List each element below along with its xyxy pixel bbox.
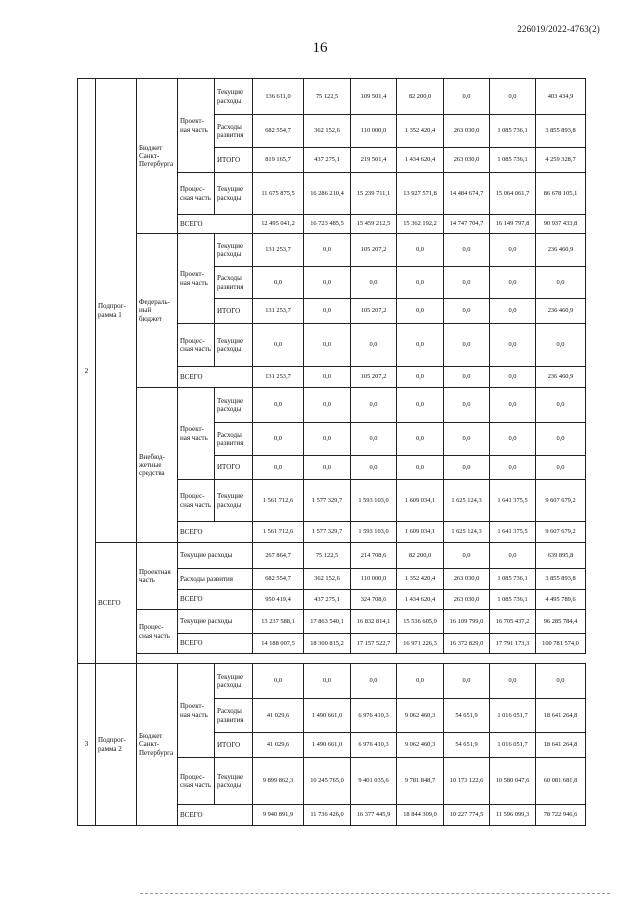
- table-row: [78, 610, 586, 634]
- part-name: Процес-сная часть: [178, 324, 215, 367]
- value-cell-total: 90 937 433,8: [536, 215, 586, 234]
- value-cell: 41 029,6: [253, 733, 304, 758]
- value-cell: 0,0: [304, 324, 351, 367]
- value-cell: 15 362 192,2: [397, 215, 444, 234]
- value-cell: 0,0: [444, 423, 490, 456]
- subprogram-name: Подпрог-рамма 1: [96, 79, 137, 543]
- value-cell: 82 200,0: [397, 543, 444, 569]
- value-cell-total: 4 259 328,7: [536, 148, 586, 173]
- expense-type: Текущие расходы: [215, 388, 253, 423]
- row-number: 3: [78, 664, 96, 826]
- value-cell: 110 000,0: [351, 115, 397, 148]
- value-cell: 0,0: [304, 234, 351, 267]
- value-cell: 16 723 485,5: [304, 215, 351, 234]
- value-cell: 6 976 410,3: [351, 699, 397, 733]
- value-cell: 15 239 711,1: [351, 173, 397, 215]
- value-cell: 10 227 774,5: [444, 805, 490, 826]
- value-cell: 0,0: [397, 299, 444, 324]
- value-cell: 136 611,0: [253, 79, 304, 115]
- value-cell: 1 561 712,6: [253, 480, 304, 522]
- expense-type: ИТОГО: [215, 148, 253, 173]
- expense-type: ИТОГО: [215, 456, 253, 480]
- value-cell: 0,0: [490, 324, 536, 367]
- value-cell: 1 085 736,1: [490, 115, 536, 148]
- value-cell: 437 275,1: [304, 148, 351, 173]
- value-cell: 11 675 875,5: [253, 173, 304, 215]
- value-cell: 14 747 704,7: [444, 215, 490, 234]
- value-cell: 10 245 765,0: [304, 758, 351, 805]
- total-block-label: ВСЕГО: [96, 543, 137, 664]
- value-cell-total: 236 460,9: [536, 299, 586, 324]
- value-cell: 1 577 329,7: [304, 522, 351, 543]
- value-cell: 0,0: [253, 267, 304, 299]
- value-cell: 1 016 051,7: [490, 699, 536, 733]
- value-cell: 0,0: [397, 324, 444, 367]
- value-cell: 15 536 605,9: [397, 610, 444, 634]
- value-cell: 15 064 061,7: [490, 173, 536, 215]
- value-cell: 0,0: [397, 664, 444, 699]
- value-cell: 105 207,2: [351, 367, 397, 388]
- expense-type: Текущие расходы: [215, 664, 253, 699]
- value-cell: 0,0: [397, 267, 444, 299]
- value-cell: 0,0: [490, 388, 536, 423]
- value-cell-total: 18 641 264,8: [536, 699, 586, 733]
- value-cell-total: 60 081 681,8: [536, 758, 586, 805]
- expense-type: Текущие расходы: [215, 480, 253, 522]
- value-cell: 0,0: [304, 664, 351, 699]
- value-cell: 16 286 210,4: [304, 173, 351, 215]
- value-cell: 0,0: [490, 456, 536, 480]
- value-cell: 0,0: [397, 456, 444, 480]
- value-cell-total: 9 607 679,2: [536, 522, 586, 543]
- value-cell: 0,0: [444, 234, 490, 267]
- value-cell: 0,0: [490, 367, 536, 388]
- value-cell: 1 593 103,0: [351, 522, 397, 543]
- value-cell-total: 236 460,9: [536, 367, 586, 388]
- value-cell: 1 641 375,5: [490, 522, 536, 543]
- value-cell: 0,0: [351, 324, 397, 367]
- value-cell: 110 000,0: [351, 569, 397, 590]
- value-cell: 0,0: [490, 234, 536, 267]
- value-cell: 1 434 620,4: [397, 590, 444, 610]
- value-cell: 0,0: [253, 456, 304, 480]
- value-cell: 54 651,9: [444, 699, 490, 733]
- value-cell: 1 577 329,7: [304, 480, 351, 522]
- value-cell: 9 062 460,3: [397, 733, 444, 758]
- subprogram-name: Подпрог-рамма 2: [96, 664, 137, 826]
- expense-type: Расходы развития: [215, 267, 253, 299]
- value-cell: 263 030,0: [444, 115, 490, 148]
- total-label: ВСЕГО: [178, 805, 253, 826]
- value-cell: 6 976 410,3: [351, 733, 397, 758]
- total-label: ВСЕГО: [178, 522, 253, 543]
- value-cell: 9 940 891,9: [253, 805, 304, 826]
- value-cell-total: 100 781 574,0: [536, 634, 586, 654]
- table-row: [78, 234, 586, 267]
- expense-type: Текущие расходы: [215, 234, 253, 267]
- value-cell: 9 401 035,6: [351, 758, 397, 805]
- value-cell: 0,0: [397, 388, 444, 423]
- value-cell-total: 0,0: [536, 388, 586, 423]
- value-cell: 1 352 420,4: [397, 569, 444, 590]
- part-name: Процес-сная часть: [178, 173, 215, 215]
- value-cell: 0,0: [444, 79, 490, 115]
- value-cell: 0,0: [444, 388, 490, 423]
- value-cell: 0,0: [444, 664, 490, 699]
- value-cell: 0,0: [397, 234, 444, 267]
- value-cell: 0,0: [397, 367, 444, 388]
- total-label: ВСЕГО: [178, 590, 253, 610]
- value-cell-total: 639 895,8: [536, 543, 586, 569]
- value-cell: 0,0: [253, 324, 304, 367]
- value-cell: 17 157 522,7: [351, 634, 397, 654]
- table-row: [78, 79, 586, 115]
- total-label: ВСЕГО: [178, 634, 253, 654]
- value-cell: 0,0: [253, 664, 304, 699]
- part-name: Проект-ная часть: [178, 664, 215, 758]
- value-cell: 10 173 122,6: [444, 758, 490, 805]
- value-cell: 0,0: [253, 423, 304, 456]
- value-cell: 682 554,7: [253, 569, 304, 590]
- value-cell: 14 188 007,5: [253, 634, 304, 654]
- value-cell: 0,0: [351, 664, 397, 699]
- value-cell: 41 029,6: [253, 699, 304, 733]
- value-cell: 0,0: [490, 267, 536, 299]
- value-cell: 17 791 173,3: [490, 634, 536, 654]
- value-cell: 324 708,6: [351, 590, 397, 610]
- value-cell: 0,0: [490, 664, 536, 699]
- value-cell: 0,0: [351, 423, 397, 456]
- value-cell: 54 651,9: [444, 733, 490, 758]
- value-cell-total: 4 495 789,6: [536, 590, 586, 610]
- value-cell: 1 561 712,6: [253, 522, 304, 543]
- value-cell: 0,0: [490, 299, 536, 324]
- value-cell: 105 207,2: [351, 299, 397, 324]
- spacer-row: [78, 654, 586, 664]
- value-cell: 75 122,5: [304, 543, 351, 569]
- value-cell-total: 18 641 264,8: [536, 733, 586, 758]
- table-row: [78, 543, 586, 569]
- expense-type: Расходы развития: [215, 115, 253, 148]
- value-cell: 1 625 124,3: [444, 522, 490, 543]
- value-cell: 14 484 674,7: [444, 173, 490, 215]
- value-cell: 437 275,1: [304, 590, 351, 610]
- value-cell: 16 372 829,0: [444, 634, 490, 654]
- expense-type: Текущие расходы: [215, 173, 253, 215]
- value-cell: 131 253,7: [253, 367, 304, 388]
- value-cell: 105 207,2: [351, 234, 397, 267]
- value-cell: 0,0: [351, 267, 397, 299]
- value-cell: 10 580 047,6: [490, 758, 536, 805]
- source-name: Внебюд-жетные средства: [137, 388, 178, 543]
- expense-type: Текущие расходы: [215, 79, 253, 115]
- total-label: ВСЕГО: [178, 215, 253, 234]
- expense-type: Текущие расходы: [215, 324, 253, 367]
- value-cell: 0,0: [490, 543, 536, 569]
- value-cell-total: 78 722 946,6: [536, 805, 586, 826]
- value-cell-total: 0,0: [536, 423, 586, 456]
- page-bottom-rule: [140, 893, 610, 895]
- value-cell: 362 152,6: [304, 569, 351, 590]
- value-cell-total: 0,0: [536, 267, 586, 299]
- value-cell-total: 86 678 105,1: [536, 173, 586, 215]
- value-cell: 0,0: [304, 299, 351, 324]
- value-cell: 0,0: [304, 267, 351, 299]
- value-cell: 1 016 051,7: [490, 733, 536, 758]
- value-cell: 267 864,7: [253, 543, 304, 569]
- value-cell: 16 971 226,3: [397, 634, 444, 654]
- source-name: Федераль-ный бюджет: [137, 234, 178, 388]
- value-cell: 0,0: [304, 423, 351, 456]
- value-cell: 263 030,0: [444, 590, 490, 610]
- value-cell: 131 253,7: [253, 234, 304, 267]
- value-cell: 18 844 309,0: [397, 805, 444, 826]
- value-cell: 75 122,5: [304, 79, 351, 115]
- value-cell: 1 641 375,5: [490, 480, 536, 522]
- value-cell: 9 899 862,3: [253, 758, 304, 805]
- value-cell: 263 030,0: [444, 148, 490, 173]
- value-cell-total: 0,0: [536, 664, 586, 699]
- value-cell: 13 237 588,1: [253, 610, 304, 634]
- value-cell: 0,0: [444, 324, 490, 367]
- total-label: ВСЕГО: [178, 367, 253, 388]
- source-name: Бюджет Санкт-Петербурга: [137, 79, 178, 234]
- source-name: Бюджет Санкт-Петербурга: [137, 664, 178, 826]
- value-cell: 1 490 661,0: [304, 733, 351, 758]
- table-row: [78, 388, 586, 423]
- value-cell: 0,0: [444, 543, 490, 569]
- expense-type: Расходы развития: [215, 699, 253, 733]
- value-cell: 15 459 212,5: [351, 215, 397, 234]
- part-name: Процес-сная часть: [178, 758, 215, 805]
- value-cell-total: 3 855 893,8: [536, 569, 586, 590]
- expense-type: Расходы развития: [178, 569, 253, 590]
- value-cell: 0,0: [304, 456, 351, 480]
- expense-type: Текущие расходы: [215, 758, 253, 805]
- value-cell: 1 593 103,0: [351, 480, 397, 522]
- value-cell: 1 434 620,4: [397, 148, 444, 173]
- expense-type: Текущие расходы: [178, 543, 253, 569]
- value-cell: 109 501,4: [351, 79, 397, 115]
- value-cell: 1 625 124,3: [444, 480, 490, 522]
- value-cell: 13 927 571,8: [397, 173, 444, 215]
- value-cell: 1 352 420,4: [397, 115, 444, 148]
- part-name: Процес-сная часть: [178, 480, 215, 522]
- value-cell: 131 253,7: [253, 299, 304, 324]
- value-cell: 0,0: [304, 388, 351, 423]
- value-cell: 1 609 034,1: [397, 522, 444, 543]
- value-cell: 362 152,6: [304, 115, 351, 148]
- value-cell: 214 708,6: [351, 543, 397, 569]
- value-cell: 16 377 445,9: [351, 805, 397, 826]
- value-cell: 16 149 797,8: [490, 215, 536, 234]
- value-cell: 82 200,0: [397, 79, 444, 115]
- value-cell: 263 030,0: [444, 569, 490, 590]
- budget-table: [77, 78, 586, 826]
- part-name: Проект-ная часть: [178, 388, 215, 480]
- value-cell: 0,0: [397, 423, 444, 456]
- value-cell: 16 705 437,2: [490, 610, 536, 634]
- value-cell-total: 9 607 679,2: [536, 480, 586, 522]
- document-id: 226019/2022-4763(2): [517, 24, 600, 34]
- value-cell: 682 554,7: [253, 115, 304, 148]
- value-cell: 0,0: [490, 423, 536, 456]
- value-cell-total: 0,0: [536, 456, 586, 480]
- row-number: 2: [78, 79, 96, 664]
- value-cell: 0,0: [304, 367, 351, 388]
- value-cell: 1 609 034,1: [397, 480, 444, 522]
- value-cell: 1 085 736,1: [490, 590, 536, 610]
- value-cell: 18 300 815,2: [304, 634, 351, 654]
- page-number: 16: [312, 40, 328, 56]
- expense-type: Текущие расходы: [178, 610, 253, 634]
- value-cell: 1 085 736,1: [490, 569, 536, 590]
- value-cell: 950 419,4: [253, 590, 304, 610]
- value-cell: 819 165,7: [253, 148, 304, 173]
- value-cell: 1 085 736,1: [490, 148, 536, 173]
- table-row: [78, 664, 586, 699]
- expense-type: Расходы развития: [215, 423, 253, 456]
- value-cell-total: 3 855 893,8: [536, 115, 586, 148]
- value-cell: 16 109 799,0: [444, 610, 490, 634]
- value-cell-total: 236 460,9: [536, 234, 586, 267]
- value-cell: 11 596 099,3: [490, 805, 536, 826]
- part-name: Проект-ная часть: [178, 79, 215, 173]
- value-cell: 219 501,4: [351, 148, 397, 173]
- value-cell: 9 062 460,3: [397, 699, 444, 733]
- part-name: Проект-ная часть: [178, 234, 215, 324]
- value-cell: 11 736 426,0: [304, 805, 351, 826]
- value-cell: 12 495 041,2: [253, 215, 304, 234]
- value-cell-total: 0,0: [536, 324, 586, 367]
- part-name: Процес-сная часть: [137, 610, 178, 654]
- value-cell: 0,0: [490, 79, 536, 115]
- value-cell: 0,0: [351, 388, 397, 423]
- value-cell: 1 490 661,0: [304, 699, 351, 733]
- value-cell: 16 832 814,1: [351, 610, 397, 634]
- expense-type: ИТОГО: [215, 299, 253, 324]
- value-cell: 0,0: [351, 456, 397, 480]
- value-cell: 0,0: [444, 367, 490, 388]
- part-name: Проектная часть: [137, 543, 178, 610]
- value-cell: 0,0: [444, 299, 490, 324]
- value-cell: 0,0: [253, 388, 304, 423]
- value-cell: 9 781 848,7: [397, 758, 444, 805]
- value-cell-total: 96 285 784,4: [536, 610, 586, 634]
- expense-type: ИТОГО: [215, 733, 253, 758]
- value-cell-total: 403 434,9: [536, 79, 586, 115]
- value-cell: 17 863 540,1: [304, 610, 351, 634]
- value-cell: 0,0: [444, 456, 490, 480]
- value-cell: 0,0: [444, 267, 490, 299]
